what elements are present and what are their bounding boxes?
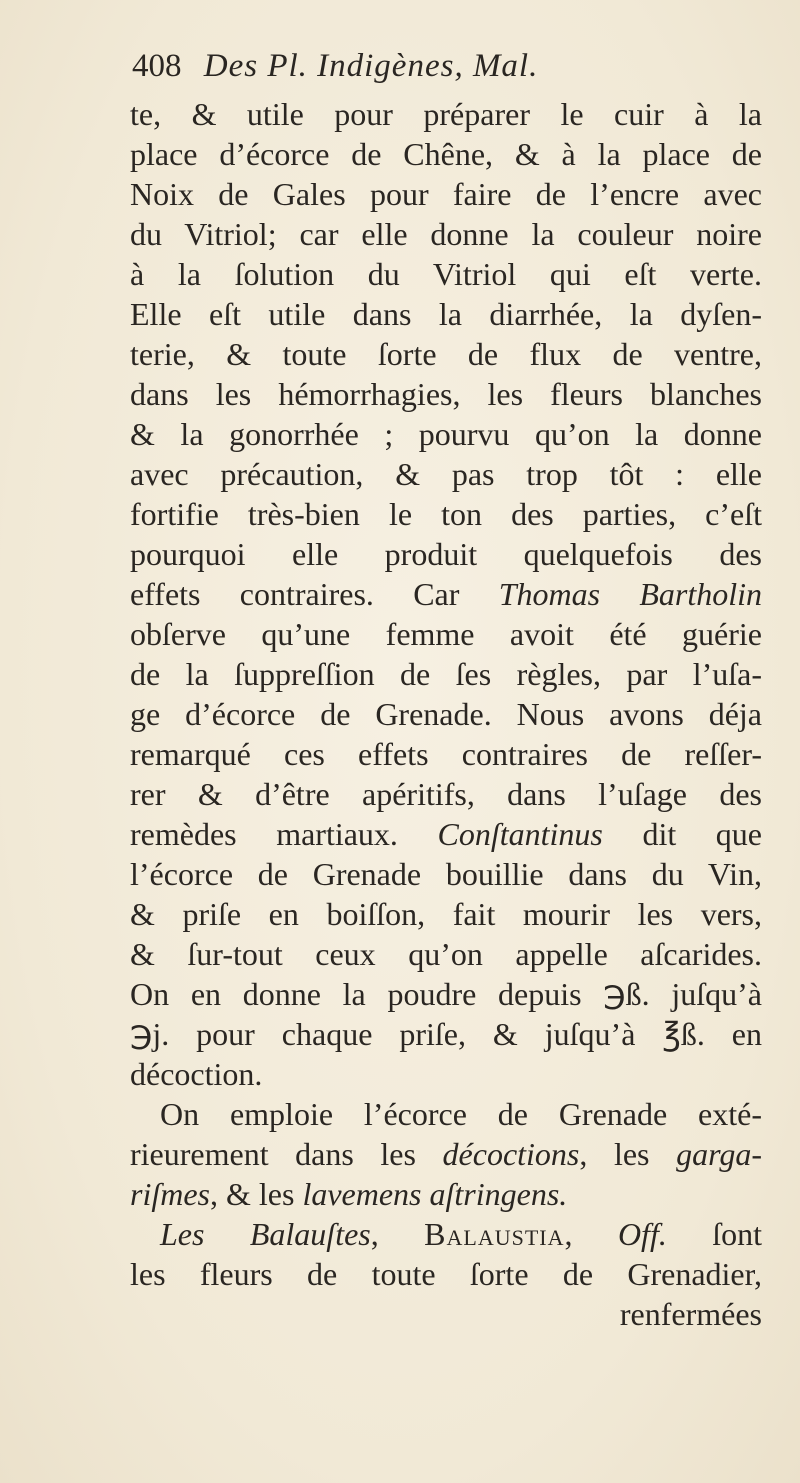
italic-text: Off. bbox=[617, 1216, 667, 1252]
text-line bbox=[130, 294, 762, 334]
text-run: & ſur-tout ceux qu’on appelle aſcarides. bbox=[130, 936, 762, 972]
text-line bbox=[130, 1294, 762, 1334]
text-run: les fleurs de toute ſorte de Grenadier, bbox=[130, 1256, 762, 1292]
text-run: à la ſolution du Vitriol qui eſt verte. bbox=[130, 256, 762, 292]
text-run: avec précaution, & pas trop tôt : elle bbox=[130, 456, 762, 492]
text-run: ge d’écorce de Grenade. Nous avons déja bbox=[130, 696, 762, 732]
text-run: décoction. bbox=[130, 1056, 263, 1092]
text-line bbox=[130, 134, 762, 174]
text-line bbox=[130, 1054, 762, 1094]
text-line bbox=[130, 894, 762, 934]
text-run: du Vitriol; car elle donne la couleur noire bbox=[130, 216, 762, 252]
text-run: , les bbox=[579, 1136, 677, 1172]
text-run: fortifie très-bien le ton des parties, c’eſt bbox=[130, 496, 762, 532]
text-line bbox=[130, 574, 762, 614]
italic-text: Conſtantinus bbox=[437, 816, 603, 852]
text-line bbox=[130, 614, 762, 654]
page-number: 408 bbox=[132, 48, 182, 84]
text-run: ℈j. pour chaque priſe, & juſqu’à ℥ß. en bbox=[130, 1016, 762, 1052]
text-run: pourquoi elle produit quelquefois des bbox=[130, 536, 762, 572]
text-line bbox=[130, 1134, 762, 1174]
body-text bbox=[130, 94, 762, 1334]
text-line bbox=[130, 254, 762, 294]
text-line bbox=[130, 694, 762, 734]
italic-text: Les Balauſtes bbox=[160, 1216, 371, 1252]
text-line bbox=[130, 654, 762, 694]
italic-text: garga- bbox=[676, 1136, 762, 1172]
text-line bbox=[130, 1174, 762, 1214]
text-run: , bbox=[564, 1216, 618, 1252]
text-line bbox=[130, 814, 762, 854]
italic-text: lavemens aſtringens. bbox=[302, 1176, 568, 1212]
text-run: l’écorce de Grenade bouillie dans du Vin, bbox=[130, 856, 762, 892]
text-run: place d’écorce de Chêne, & à la place de bbox=[130, 136, 762, 172]
italic-text: riſmes bbox=[130, 1176, 210, 1212]
text-line bbox=[130, 1014, 762, 1054]
text-run: ſont bbox=[666, 1216, 763, 1252]
text-line bbox=[130, 734, 762, 774]
text-run: On en donne la poudre depuis ℈ß. juſqu’à bbox=[130, 976, 762, 1012]
text-run: Elle eſt utile dans la diarrhée, la dyſen- bbox=[130, 296, 762, 332]
text-line bbox=[130, 1094, 762, 1134]
text-line bbox=[130, 534, 762, 574]
text-run: obſerve qu’une femme avoit été guérie bbox=[130, 616, 762, 652]
text-line bbox=[130, 214, 762, 254]
italic-text: décoctions bbox=[442, 1136, 580, 1172]
text-line bbox=[130, 854, 762, 894]
text-run: remèdes martiaux. bbox=[130, 816, 438, 852]
text-run: rieurement dans les bbox=[130, 1136, 443, 1172]
text-run: rer & d’être apéritifs, dans l’uſage des bbox=[130, 776, 762, 812]
text-run: te, & utile pour préparer le cuir à la bbox=[130, 96, 762, 132]
text-line bbox=[130, 934, 762, 974]
text-run: de la ſuppreſſion de ſes règles, par l’uſa- bbox=[130, 656, 762, 692]
text-run: & priſe en boiſſon, fait mourir les vers, bbox=[130, 896, 762, 932]
text-line bbox=[130, 494, 762, 534]
text-run: dit que bbox=[602, 816, 762, 852]
text-line bbox=[130, 334, 762, 374]
text-run: remarqué ces effets contraires de reſſer- bbox=[130, 736, 762, 772]
text-line bbox=[130, 174, 762, 214]
text-line bbox=[130, 774, 762, 814]
text-line bbox=[130, 374, 762, 414]
text-line bbox=[130, 454, 762, 494]
running-header bbox=[132, 48, 772, 94]
text-line bbox=[130, 414, 762, 454]
text-run: On emploie l’écorce de Grenade exté- bbox=[160, 1096, 762, 1132]
text-run: & la gonorrhée ; pourvu qu’on la donne bbox=[130, 416, 762, 452]
text-run: , bbox=[370, 1216, 425, 1252]
text-run: terie, & toute ſorte de flux de ventre, bbox=[130, 336, 762, 372]
text-run: , & les bbox=[210, 1176, 303, 1212]
text-run: Balaustia bbox=[424, 1216, 565, 1252]
text-run: Noix de Gales pour faire de l’encre avec bbox=[130, 176, 762, 212]
text-line bbox=[130, 974, 762, 1014]
text-line bbox=[130, 1214, 762, 1254]
text-run: effets contraires. Car bbox=[130, 576, 499, 612]
text-run: dans les hémorrhagies, les fleurs blanches bbox=[130, 376, 762, 412]
running-title: Des Pl. Indigènes, Mal. bbox=[203, 48, 539, 84]
text-line bbox=[130, 1254, 762, 1294]
text-line bbox=[130, 94, 762, 134]
italic-text: Thomas Bartholin bbox=[498, 576, 762, 612]
text-run: renfermées bbox=[619, 1296, 762, 1332]
